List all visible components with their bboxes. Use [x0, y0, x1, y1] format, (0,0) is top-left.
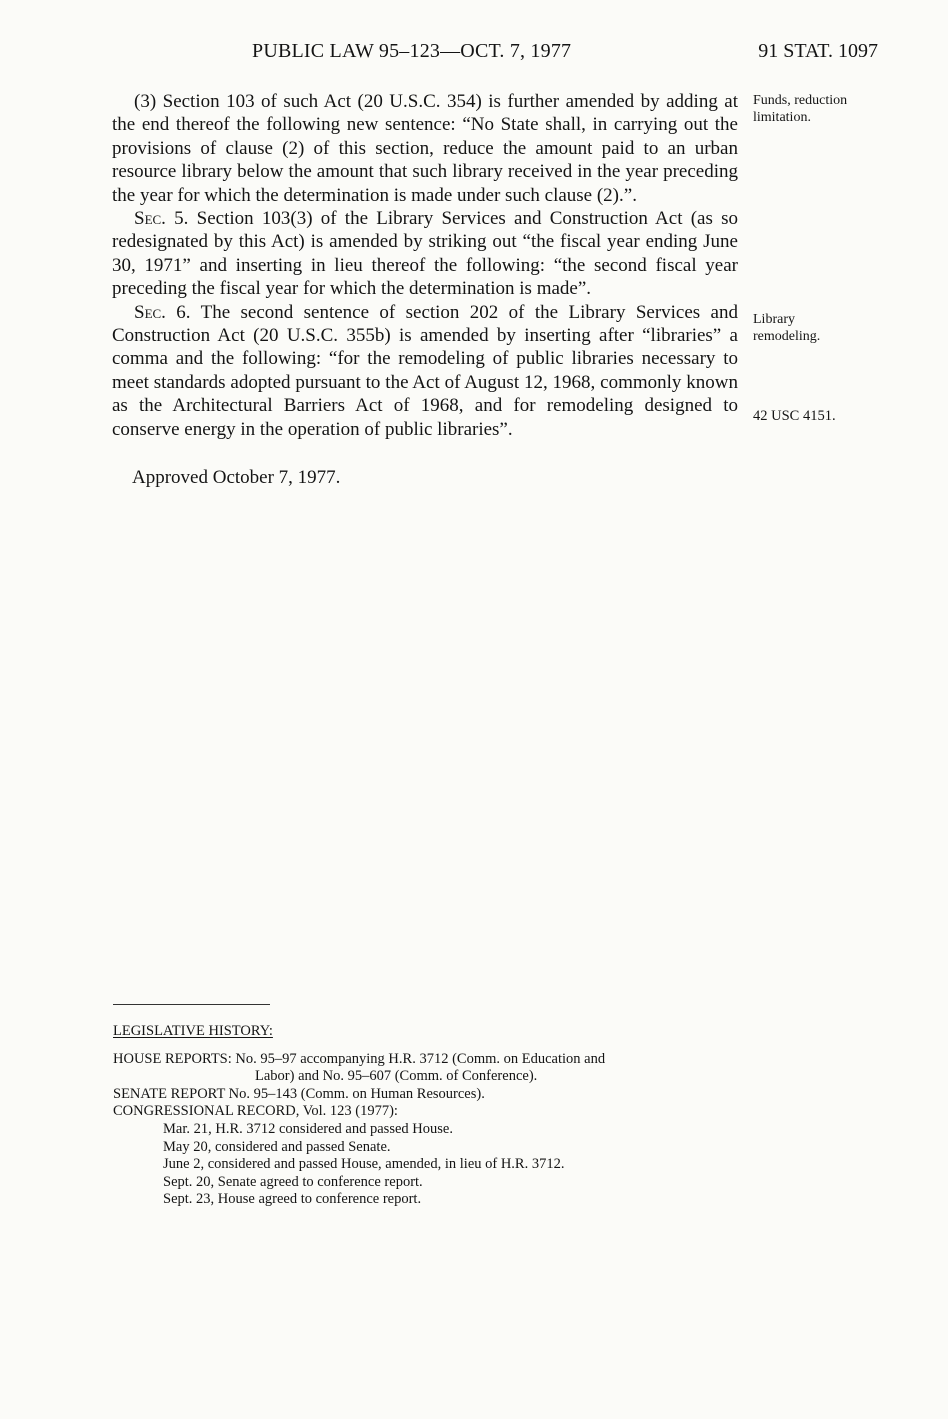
history-event: May 20, considered and passed Senate. — [163, 1138, 391, 1155]
sec-5-text: Section 103(3) of the Library Services and Construction Act (as so redesignated by this Act) is amended by striking out “the fiscal year ending June 30, 1971” and inserting in lieu thereof the following: “the second fiscal year preceding the fiscal year for which the determination is made”. — [112, 208, 738, 300]
paragraph-section-103-amendment: (3) Section 103 of such Act (20 U.S.C. 354) is further amended by adding at the end thereof the following new sentence: “No State shall, in carrying out the provisions of clause (2) of this section, reduce the amount paid to an urban resource library below the amount that such library received in the year preceding the year for which the determination is made under such clause (2).”. — [112, 91, 738, 206]
margin-note-usc: 42 USC 4151. — [753, 408, 836, 424]
house-reports-line2: Labor) and No. 95–607 (Comm. of Conference). — [255, 1068, 538, 1085]
paragraph-sec-5 — [112, 207, 738, 301]
statute-citation: 91 STAT. 1097 — [758, 40, 878, 62]
house-reports-line1: HOUSE REPORTS: No. 95–97 accompanying H.R. 3712 (Comm. on Education and — [113, 1050, 606, 1067]
history-event: Sept. 23, House agreed to conference report. — [163, 1191, 422, 1208]
congressional-record: CONGRESSIONAL RECORD, Vol. 123 (1977): — [113, 1103, 398, 1120]
history-event: Mar. 21, H.R. 3712 considered and passed House. — [163, 1120, 453, 1137]
margin-note-funds — [753, 92, 903, 126]
senate-report: SENATE REPORT No. 95–143 (Comm. on Human Resources). — [113, 1085, 485, 1102]
history-event: Sept. 20, Senate agreed to conference report. — [163, 1173, 423, 1190]
sec-6-text: The second sentence of section 202 of the Library Services and Construction Act (20 U.S.C. 355b) is amended by inserting after “libraries” a comma and the following: “for the remodeling of public libraries necessary to meet standards adopted pursuant to the Act of August 12, 1968, commonly known as the Architectural Barriers Act of 1968, and for remodeling designed to conserve energy in the operation of public libraries”. — [112, 301, 738, 440]
legislative-history — [113, 1023, 743, 1209]
margin-note-funds-line1: Funds, reduction — [753, 93, 848, 108]
margin-note-library-line2: remodeling. — [753, 329, 821, 344]
statute-body — [112, 90, 738, 441]
running-header — [110, 40, 878, 70]
page-title: PUBLIC LAW 95–123—OCT. 7, 1977 — [252, 40, 572, 62]
divider-rule — [113, 1004, 270, 1005]
margin-note-library — [753, 311, 903, 345]
section-label-6: Sec. 6. — [134, 301, 191, 323]
legislative-history-title: LEGISLATIVE HISTORY: — [113, 1023, 273, 1039]
paragraph-sec-6 — [112, 301, 738, 441]
margin-note-funds-line2: limitation. — [753, 110, 811, 125]
approval-date: Approved October 7, 1977. — [132, 467, 341, 488]
history-event: June 2, considered and passed House, amended, in lieu of H.R. 3712. — [163, 1156, 565, 1173]
section-label-5: Sec. 5. — [134, 208, 189, 230]
margin-note-library-line1: Library — [753, 312, 795, 327]
